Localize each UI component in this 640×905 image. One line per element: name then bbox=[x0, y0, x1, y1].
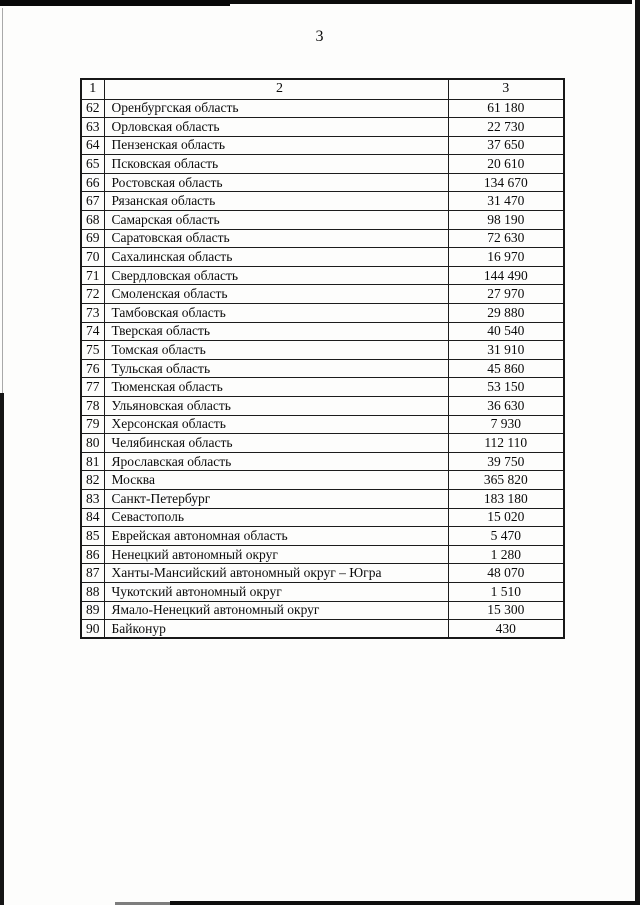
row-number-cell: 80 bbox=[81, 434, 104, 453]
value-cell: 39 750 bbox=[448, 452, 564, 471]
region-name-cell: Орловская область bbox=[104, 118, 448, 137]
region-name-cell: Чукотский автономный округ bbox=[104, 582, 448, 601]
region-name-cell: Ханты-Мансийский автономный округ – Югра bbox=[104, 564, 448, 583]
column-header-3: 3 bbox=[448, 79, 564, 99]
row-number-cell: 87 bbox=[81, 564, 104, 583]
value-cell: 72 630 bbox=[448, 229, 564, 248]
row-number-cell: 83 bbox=[81, 489, 104, 508]
region-name-cell: Оренбургская область bbox=[104, 99, 448, 118]
table-row bbox=[81, 341, 564, 360]
table-header-row bbox=[81, 79, 564, 99]
table-row bbox=[81, 118, 564, 137]
value-cell: 16 970 bbox=[448, 248, 564, 267]
region-name-cell: Смоленская область bbox=[104, 285, 448, 304]
table-row bbox=[81, 527, 564, 546]
value-cell: 61 180 bbox=[448, 99, 564, 118]
row-number-cell: 66 bbox=[81, 173, 104, 192]
row-number-cell: 67 bbox=[81, 192, 104, 211]
region-name-cell: Псковская область bbox=[104, 155, 448, 174]
table-row bbox=[81, 601, 564, 620]
value-cell: 134 670 bbox=[448, 173, 564, 192]
region-name-cell: Москва bbox=[104, 471, 448, 490]
value-cell: 45 860 bbox=[448, 359, 564, 378]
table-row bbox=[81, 155, 564, 174]
row-number-cell: 64 bbox=[81, 136, 104, 155]
table-row bbox=[81, 397, 564, 416]
table-row bbox=[81, 489, 564, 508]
row-number-cell: 90 bbox=[81, 620, 104, 639]
value-cell: 40 540 bbox=[448, 322, 564, 341]
table-row bbox=[81, 99, 564, 118]
value-cell: 20 610 bbox=[448, 155, 564, 174]
value-cell: 98 190 bbox=[448, 211, 564, 230]
value-cell: 1 510 bbox=[448, 582, 564, 601]
value-cell: 1 280 bbox=[448, 545, 564, 564]
row-number-cell: 76 bbox=[81, 359, 104, 378]
region-name-cell: Ярославская область bbox=[104, 452, 448, 471]
row-number-cell: 86 bbox=[81, 545, 104, 564]
scan-artifact-left-thin bbox=[2, 8, 3, 396]
scan-artifact-right bbox=[635, 0, 640, 905]
table-row bbox=[81, 378, 564, 397]
row-number-cell: 62 bbox=[81, 99, 104, 118]
value-cell: 15 300 bbox=[448, 601, 564, 620]
row-number-cell: 79 bbox=[81, 415, 104, 434]
table-row bbox=[81, 304, 564, 323]
row-number-cell: 77 bbox=[81, 378, 104, 397]
region-name-cell: Тульская область bbox=[104, 359, 448, 378]
region-name-cell: Херсонская область bbox=[104, 415, 448, 434]
table-row bbox=[81, 434, 564, 453]
table-row bbox=[81, 211, 564, 230]
region-name-cell: Томская область bbox=[104, 341, 448, 360]
value-cell: 36 630 bbox=[448, 397, 564, 416]
row-number-cell: 75 bbox=[81, 341, 104, 360]
row-number-cell: 78 bbox=[81, 397, 104, 416]
region-name-cell: Саратовская область bbox=[104, 229, 448, 248]
table-row bbox=[81, 415, 564, 434]
table-row bbox=[81, 248, 564, 267]
table-row bbox=[81, 229, 564, 248]
region-name-cell: Ульяновская область bbox=[104, 397, 448, 416]
region-name-cell: Ростовская область bbox=[104, 173, 448, 192]
value-cell: 27 970 bbox=[448, 285, 564, 304]
region-name-cell: Сахалинская область bbox=[104, 248, 448, 267]
table-row bbox=[81, 285, 564, 304]
row-number-cell: 73 bbox=[81, 304, 104, 323]
regions-table bbox=[80, 78, 565, 639]
value-cell: 48 070 bbox=[448, 564, 564, 583]
table-row bbox=[81, 322, 564, 341]
table-row bbox=[81, 173, 564, 192]
row-number-cell: 74 bbox=[81, 322, 104, 341]
table-row bbox=[81, 564, 564, 583]
table-row bbox=[81, 545, 564, 564]
region-name-cell: Тверская область bbox=[104, 322, 448, 341]
scan-artifact-top-left bbox=[0, 0, 230, 6]
table-row bbox=[81, 452, 564, 471]
row-number-cell: 63 bbox=[81, 118, 104, 137]
value-cell: 15 020 bbox=[448, 508, 564, 527]
value-cell: 37 650 bbox=[448, 136, 564, 155]
column-header-1: 1 bbox=[81, 79, 104, 99]
row-number-cell: 69 bbox=[81, 229, 104, 248]
value-cell: 112 110 bbox=[448, 434, 564, 453]
region-name-cell: Ненецкий автономный округ bbox=[104, 545, 448, 564]
value-cell: 53 150 bbox=[448, 378, 564, 397]
row-number-cell: 70 bbox=[81, 248, 104, 267]
region-name-cell: Тюменская область bbox=[104, 378, 448, 397]
table-row bbox=[81, 508, 564, 527]
row-number-cell: 85 bbox=[81, 527, 104, 546]
row-number-cell: 68 bbox=[81, 211, 104, 230]
row-number-cell: 89 bbox=[81, 601, 104, 620]
table-row bbox=[81, 136, 564, 155]
scan-artifact-bottom bbox=[170, 901, 640, 905]
region-name-cell: Еврейская автономная область bbox=[104, 527, 448, 546]
value-cell: 31 910 bbox=[448, 341, 564, 360]
region-name-cell: Севастополь bbox=[104, 508, 448, 527]
region-name-cell: Пензенская область bbox=[104, 136, 448, 155]
table-row bbox=[81, 192, 564, 211]
value-cell: 31 470 bbox=[448, 192, 564, 211]
column-header-2: 2 bbox=[104, 79, 448, 99]
value-cell: 7 930 bbox=[448, 415, 564, 434]
row-number-cell: 88 bbox=[81, 582, 104, 601]
region-name-cell: Байконур bbox=[104, 620, 448, 639]
table-row bbox=[81, 582, 564, 601]
row-number-cell: 81 bbox=[81, 452, 104, 471]
region-name-cell: Свердловская область bbox=[104, 266, 448, 285]
row-number-cell: 82 bbox=[81, 471, 104, 490]
value-cell: 365 820 bbox=[448, 471, 564, 490]
region-name-cell: Тамбовская область bbox=[104, 304, 448, 323]
table-body bbox=[81, 99, 564, 638]
row-number-cell: 72 bbox=[81, 285, 104, 304]
value-cell: 29 880 bbox=[448, 304, 564, 323]
region-name-cell: Санкт-Петербург bbox=[104, 489, 448, 508]
value-cell: 5 470 bbox=[448, 527, 564, 546]
row-number-cell: 65 bbox=[81, 155, 104, 174]
region-name-cell: Челябинская область bbox=[104, 434, 448, 453]
row-number-cell: 71 bbox=[81, 266, 104, 285]
value-cell: 22 730 bbox=[448, 118, 564, 137]
table-row bbox=[81, 266, 564, 285]
region-name-cell: Ямало-Ненецкий автономный округ bbox=[104, 601, 448, 620]
value-cell: 144 490 bbox=[448, 266, 564, 285]
table-row bbox=[81, 620, 564, 639]
page-number: 3 bbox=[315, 28, 325, 45]
row-number-cell: 84 bbox=[81, 508, 104, 527]
value-cell: 430 bbox=[448, 620, 564, 639]
table-row bbox=[81, 471, 564, 490]
region-name-cell: Самарская область bbox=[104, 211, 448, 230]
table-row bbox=[81, 359, 564, 378]
region-name-cell: Рязанская область bbox=[104, 192, 448, 211]
value-cell: 183 180 bbox=[448, 489, 564, 508]
scan-artifact-left-thick bbox=[0, 393, 4, 905]
